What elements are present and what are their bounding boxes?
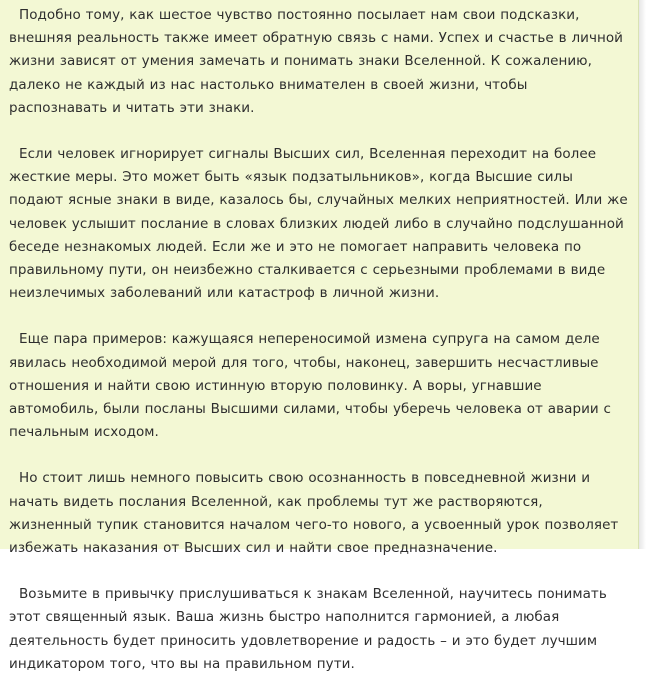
article-paragraph: Но стоит лишь немного повысить свою осознанность в повседневной жизни и начать видеть послания Вселенной, как проблемы тут же растворяются, жизненный тупик становится началом чего-то нового, а усвоенный урок позволяет избежать наказания от Высших сил и найти свое предназначение. [9,470,619,557]
page-edge-shadow [639,0,646,549]
article-paragraph: Если человек игнорирует сигналы Высших сил, Вселенная переходит на более жесткие меры. Это может быть «язык подзатыльников», когда Высшие силы подают ясные знаки в виде, казалось бы, случайных мелких неприятностей. Или же человек услышит послание в словах близких людей либо в случайно подслушанной беседе незнакомых людей. Если же и это не помогает направить человека по правильному пути, он неизбежно сталкивается с серьезными проблемами в виде неизлечимых заболеваний или катастроф в личной жизни. [9,146,628,302]
article-paragraph: Еще пара примеров: кажущаяся непереносимой измена супруга на самом деле явилась необходимой мерой для того, чтобы, наконец, завершить несчастливые отношения и найти свою истинную вторую половинку. А воры, угнавшие автомобиль, были посланы Высшими силами, чтобы уберечь человека от аварии с печальным исходом. [9,331,612,441]
article-paragraph: Подобно тому, как шестое чувство постоянно посылает нам свои подсказки, внешняя реальность также имеет обратную связь с нами. Успех и счастье в личной жизни зависят от умения замечать и понимать знаки Вселенной. К сожалению, далеко не каждый из нас настолько внимателен в своей жизни, чтобы распознавать и читать эти знаки. [9,7,623,116]
article-paragraph: Возьмите в привычку прислушиваться к знакам Вселенной, научитесь понимать этот священный язык. Ваша жизнь быстро наполнится гармонией, а любая деятельность будет приносить удовлетворение и радость – и это будет лучшим индикатором того, что вы на правильном пути. [9,586,607,672]
